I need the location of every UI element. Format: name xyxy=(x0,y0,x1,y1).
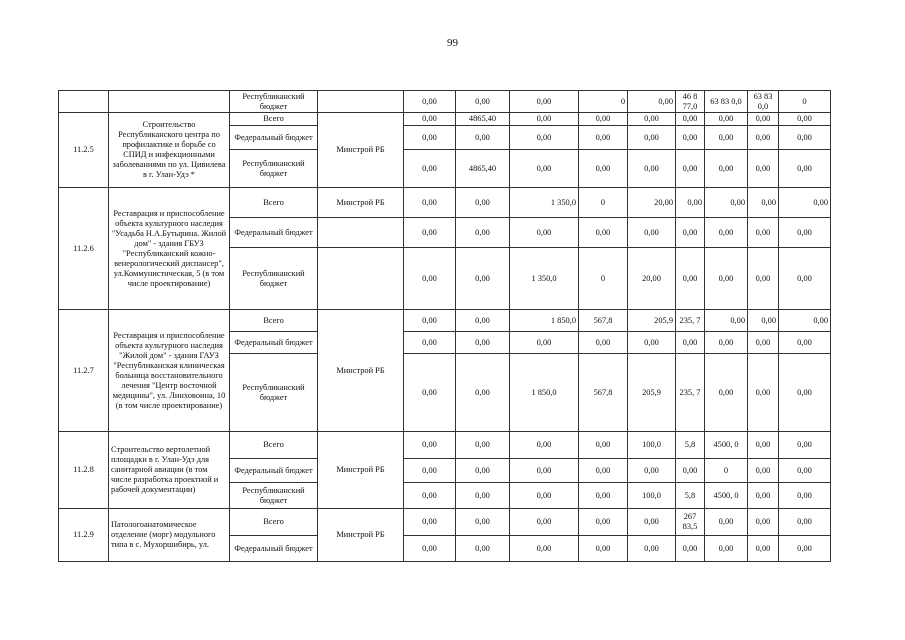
value-cell: 63 83 0,0 xyxy=(705,91,748,113)
value-cell: 0,00 xyxy=(779,459,831,483)
table-row xyxy=(59,509,831,536)
value-cell: 0,00 xyxy=(705,150,748,188)
value-cell: 0,00 xyxy=(779,188,831,218)
value-cell: 0,00 xyxy=(404,150,456,188)
value-cell: 0,00 xyxy=(779,310,831,332)
source-cell: Республиканский бюджет xyxy=(230,248,318,310)
value-cell: 0,00 xyxy=(404,310,456,332)
value-cell: 0,00 xyxy=(748,150,779,188)
value-cell: 0,00 xyxy=(748,310,779,332)
value-cell: 0,00 xyxy=(705,188,748,218)
value-cell: 0 xyxy=(779,91,831,113)
budget-table xyxy=(58,90,831,562)
value-cell: 4500, 0 xyxy=(705,483,748,509)
source-cell: Республиканский бюджет xyxy=(230,91,318,113)
value-cell: 0,00 xyxy=(456,310,510,332)
value-cell: 0,00 xyxy=(676,218,705,248)
value-cell: 0,00 xyxy=(676,332,705,354)
name-cell: Строительство Республиканского центра по профилактике и борьбе со СПИД и инфекционными заболеваниями по ул. Цивилева в г. Улан-Удэ * xyxy=(109,113,230,188)
code-cell: 11.2.7 xyxy=(59,310,109,432)
executor-cell: Минстрой РБ xyxy=(318,188,404,218)
value-cell: 5,8 xyxy=(676,432,705,459)
executor-cell: Минстрой РБ xyxy=(318,509,404,562)
value-cell: 267 83,5 xyxy=(676,509,705,536)
value-cell: 0,00 xyxy=(628,332,676,354)
value-cell: 0,00 xyxy=(510,459,579,483)
executor-cell: Минстрой РБ xyxy=(318,432,404,509)
value-cell: 0,00 xyxy=(779,150,831,188)
value-cell: 0,00 xyxy=(456,459,510,483)
table-row xyxy=(59,91,831,113)
value-cell: 1 350,0 xyxy=(510,248,579,310)
value-cell: 0,00 xyxy=(510,432,579,459)
value-cell: 0,00 xyxy=(748,459,779,483)
value-cell: 0,00 xyxy=(579,150,628,188)
executor-cell xyxy=(318,91,404,113)
value-cell: 4865,40 xyxy=(456,113,510,126)
code-cell: 11.2.9 xyxy=(59,509,109,562)
code-cell: 11.2.6 xyxy=(59,188,109,310)
value-cell: 1 350,0 xyxy=(510,188,579,218)
value-cell: 4500, 0 xyxy=(705,432,748,459)
code-cell: 11.2.8 xyxy=(59,432,109,509)
executor-cell xyxy=(318,218,404,248)
value-cell: 205,9 xyxy=(628,310,676,332)
value-cell: 0,00 xyxy=(676,188,705,218)
value-cell: 235, 7 xyxy=(676,310,705,332)
value-cell: 63 83 0,0 xyxy=(748,91,779,113)
value-cell: 0,00 xyxy=(628,91,676,113)
value-cell: 0,00 xyxy=(748,218,779,248)
value-cell: 0,00 xyxy=(579,332,628,354)
table-row xyxy=(59,432,831,459)
executor-cell: Минстрой РБ xyxy=(318,310,404,432)
value-cell: 0,00 xyxy=(705,536,748,562)
value-cell: 0,00 xyxy=(404,113,456,126)
value-cell: 0,00 xyxy=(779,483,831,509)
value-cell: 0,00 xyxy=(579,113,628,126)
value-cell: 0,00 xyxy=(510,218,579,248)
value-cell: 0 xyxy=(579,188,628,218)
value-cell: 0,00 xyxy=(404,126,456,150)
value-cell: 5,8 xyxy=(676,483,705,509)
value-cell: 0,00 xyxy=(456,354,510,432)
name-cell: Реставрация и приспособление объекта культурного наследия "Усадьба Н.А.Бутырина. Жилой дом" - здания ГБУЗ "Республиканский кожно-венерологический диспансер", ул.Коммунистическая, 5 (в том числе проектирование) xyxy=(109,188,230,310)
value-cell: 0,00 xyxy=(779,536,831,562)
value-cell: 0,00 xyxy=(779,113,831,126)
table-row xyxy=(59,310,831,332)
value-cell: 0 xyxy=(579,91,628,113)
source-cell: Федеральный бюджет xyxy=(230,536,318,562)
value-cell: 0,00 xyxy=(456,332,510,354)
value-cell: 0,00 xyxy=(404,536,456,562)
value-cell: 0,00 xyxy=(779,126,831,150)
value-cell: 0,00 xyxy=(404,218,456,248)
value-cell: 0,00 xyxy=(628,459,676,483)
name-cell: Строительство вертолетной площадки в г. Улан-Удэ для санитарной авиации (в том числе разработка проектной и рабочей документации) xyxy=(109,432,230,509)
value-cell: 20,00 xyxy=(628,188,676,218)
value-cell: 0,00 xyxy=(404,459,456,483)
value-cell: 0,00 xyxy=(510,126,579,150)
source-cell: Всего xyxy=(230,113,318,126)
page-number: 99 xyxy=(447,37,458,49)
value-cell: 0,00 xyxy=(748,354,779,432)
value-cell: 0,00 xyxy=(748,113,779,126)
value-cell: 0,00 xyxy=(579,218,628,248)
source-cell: Федеральный бюджет xyxy=(230,332,318,354)
name-cell: Патологоанатомическое отделение (морг) модульного типа в с. Мухоршибирь, ул. xyxy=(109,509,230,562)
value-cell: 0,00 xyxy=(579,536,628,562)
table-row xyxy=(59,113,831,126)
value-cell: 0,00 xyxy=(676,459,705,483)
source-cell: Республиканский бюджет xyxy=(230,150,318,188)
value-cell: 0,00 xyxy=(705,126,748,150)
value-cell: 0,00 xyxy=(676,248,705,310)
value-cell: 0,00 xyxy=(705,310,748,332)
value-cell: 1 850,0 xyxy=(510,310,579,332)
value-cell: 0,00 xyxy=(456,432,510,459)
value-cell: 0,00 xyxy=(705,113,748,126)
value-cell: 0,00 xyxy=(456,248,510,310)
value-cell: 0,00 xyxy=(404,509,456,536)
value-cell: 0,00 xyxy=(510,483,579,509)
value-cell: 567,8 xyxy=(579,354,628,432)
source-cell: Республиканский бюджет xyxy=(230,354,318,432)
value-cell: 567,8 xyxy=(579,310,628,332)
value-cell: 0,00 xyxy=(579,483,628,509)
value-cell: 0,00 xyxy=(456,218,510,248)
executor-cell: Минстрой РБ xyxy=(318,113,404,188)
value-cell: 0,00 xyxy=(779,509,831,536)
value-cell: 0,00 xyxy=(404,91,456,113)
value-cell: 0,00 xyxy=(404,248,456,310)
value-cell: 235, 7 xyxy=(676,354,705,432)
table-row xyxy=(59,188,831,218)
value-cell: 0,00 xyxy=(779,432,831,459)
value-cell: 0,00 xyxy=(510,113,579,126)
value-cell: 0,00 xyxy=(456,126,510,150)
value-cell: 0,00 xyxy=(705,509,748,536)
value-cell: 0,00 xyxy=(628,150,676,188)
value-cell: 0,00 xyxy=(705,248,748,310)
value-cell: 0,00 xyxy=(510,509,579,536)
value-cell: 0,00 xyxy=(404,188,456,218)
value-cell: 0,00 xyxy=(748,432,779,459)
value-cell: 0,00 xyxy=(404,432,456,459)
value-cell: 0,00 xyxy=(510,332,579,354)
value-cell: 0,00 xyxy=(748,536,779,562)
value-cell: 100,0 xyxy=(628,483,676,509)
value-cell: 0,00 xyxy=(779,248,831,310)
value-cell: 0,00 xyxy=(404,332,456,354)
value-cell: 0,00 xyxy=(628,218,676,248)
value-cell: 0,00 xyxy=(628,126,676,150)
value-cell: 0,00 xyxy=(705,354,748,432)
value-cell: 0,00 xyxy=(628,113,676,126)
value-cell: 0,00 xyxy=(705,218,748,248)
value-cell: 0,00 xyxy=(628,536,676,562)
value-cell: 0,00 xyxy=(510,91,579,113)
value-cell: 0,00 xyxy=(456,536,510,562)
value-cell: 0,00 xyxy=(748,248,779,310)
value-cell: 0,00 xyxy=(779,218,831,248)
value-cell: 0,00 xyxy=(676,113,705,126)
value-cell: 0,00 xyxy=(510,150,579,188)
value-cell: 0,00 xyxy=(748,509,779,536)
value-cell: 0,00 xyxy=(510,536,579,562)
value-cell: 0,00 xyxy=(579,126,628,150)
value-cell: 0,00 xyxy=(748,332,779,354)
value-cell: 0,00 xyxy=(748,188,779,218)
value-cell: 100,0 xyxy=(628,432,676,459)
value-cell: 0,00 xyxy=(676,536,705,562)
value-cell: 20,00 xyxy=(628,248,676,310)
value-cell: 0,00 xyxy=(779,332,831,354)
value-cell: 0,00 xyxy=(579,432,628,459)
value-cell: 0,00 xyxy=(628,509,676,536)
source-cell: Всего xyxy=(230,509,318,536)
value-cell: 0,00 xyxy=(579,509,628,536)
source-cell: Федеральный бюджет xyxy=(230,126,318,150)
name-cell xyxy=(109,91,230,113)
source-cell: Всего xyxy=(230,188,318,218)
value-cell: 4865,40 xyxy=(456,150,510,188)
value-cell: 0,00 xyxy=(456,188,510,218)
value-cell: 0,00 xyxy=(579,459,628,483)
value-cell: 0,00 xyxy=(404,483,456,509)
value-cell: 0,00 xyxy=(456,91,510,113)
value-cell: 0,00 xyxy=(456,483,510,509)
value-cell: 0,00 xyxy=(748,483,779,509)
source-cell: Федеральный бюджет xyxy=(230,459,318,483)
value-cell: 0,00 xyxy=(676,150,705,188)
source-cell: Республиканский бюджет xyxy=(230,483,318,509)
name-cell: Реставрация и приспособление объекта культурного наследия "Жилой дом" - здания ГАУЗ "Республиканская клиническая больница восстановительного лечения "Центр восточной медицины", ул. Линховоина, 10 (в том числе проектирование) xyxy=(109,310,230,432)
value-cell: 0,00 xyxy=(705,332,748,354)
value-cell: 46 8 77,0 xyxy=(676,91,705,113)
executor-cell xyxy=(318,248,404,310)
code-cell: 11.2.5 xyxy=(59,113,109,188)
source-cell: Федеральный бюджет xyxy=(230,218,318,248)
code-cell xyxy=(59,91,109,113)
value-cell: 205,9 xyxy=(628,354,676,432)
value-cell: 0 xyxy=(705,459,748,483)
value-cell: 0,00 xyxy=(404,354,456,432)
source-cell: Всего xyxy=(230,432,318,459)
source-cell: Всего xyxy=(230,310,318,332)
value-cell: 1 850,0 xyxy=(510,354,579,432)
value-cell: 0,00 xyxy=(748,126,779,150)
value-cell: 0,00 xyxy=(676,126,705,150)
value-cell: 0,00 xyxy=(779,354,831,432)
value-cell: 0 xyxy=(579,248,628,310)
value-cell: 0,00 xyxy=(456,509,510,536)
